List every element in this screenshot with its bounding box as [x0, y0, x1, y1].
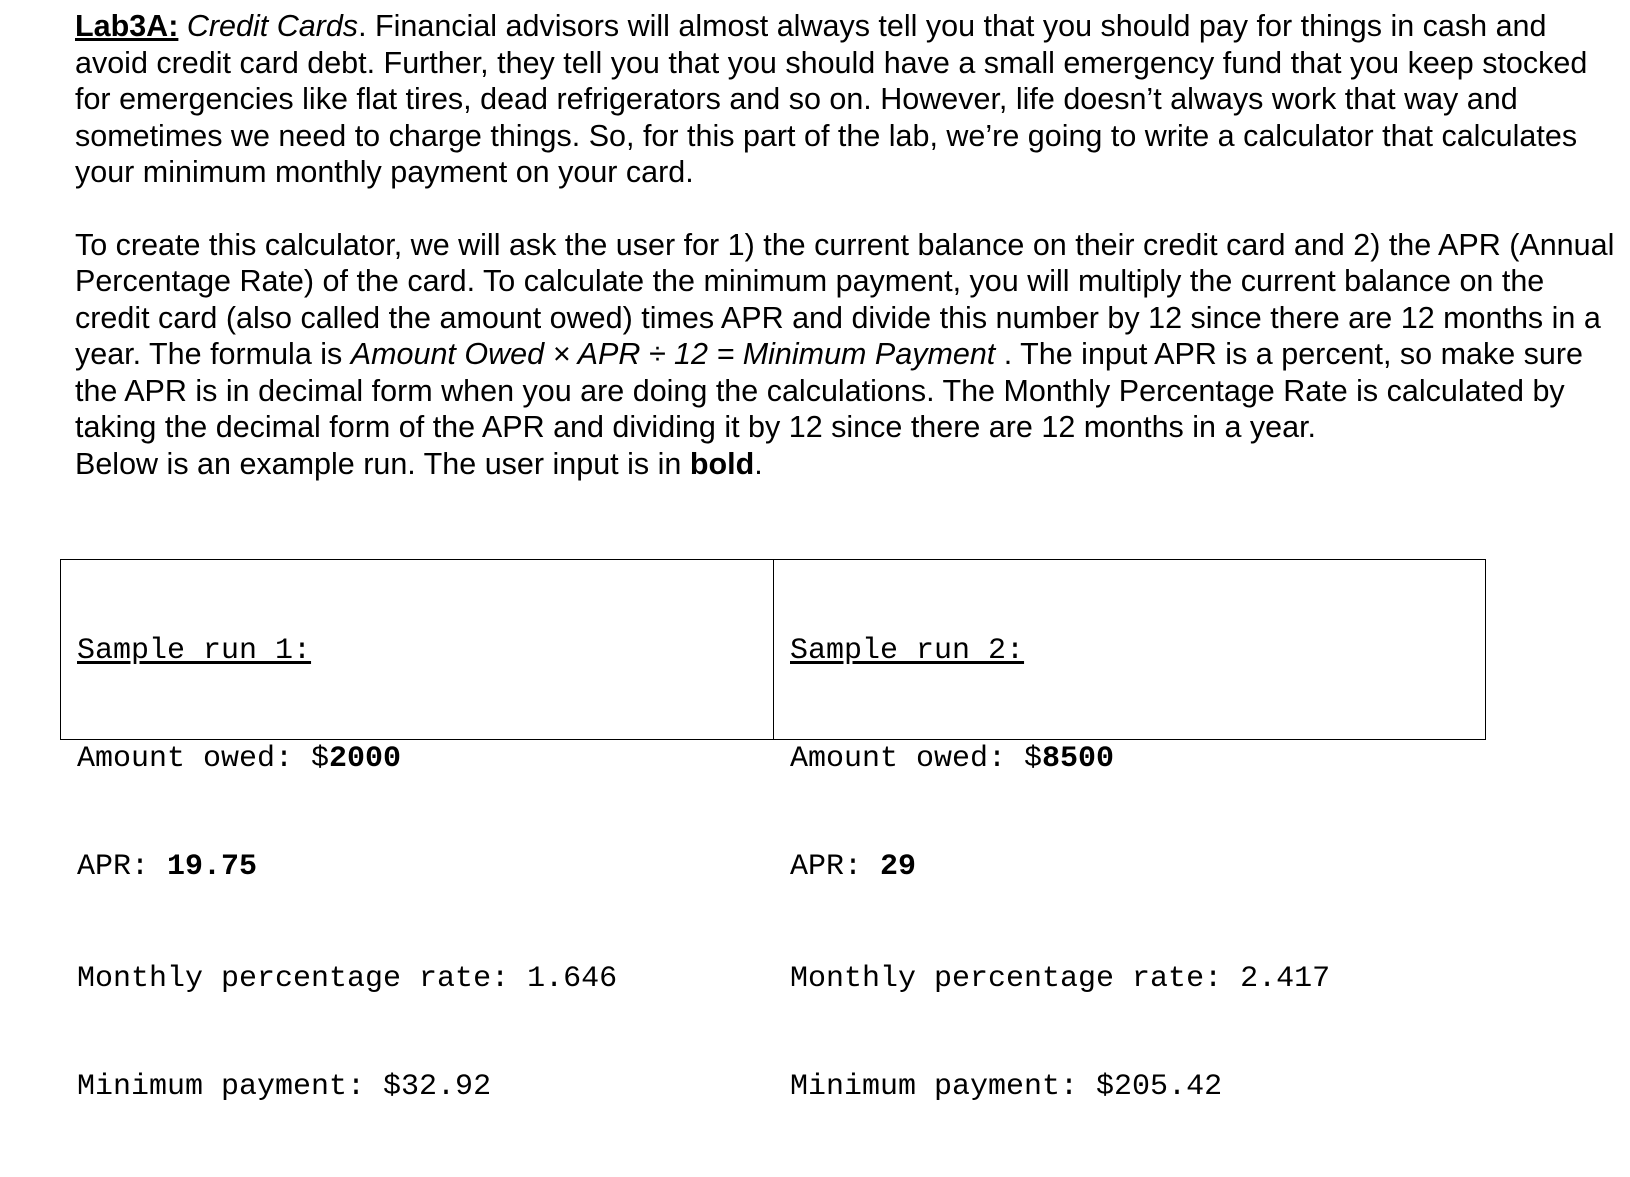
amount-owed-value: 2000 [329, 742, 402, 776]
lab-title: Lab3A: [75, 9, 179, 43]
example-note-bold: bold [689, 446, 755, 481]
apr-value: 19.75 [167, 850, 258, 884]
example-note-text: Below is an example run. The user input is in [75, 446, 690, 481]
intro-body: . Financial advisors will almost always tell you that you should pay for things in cash and avoid credit card debt. Further, they tell you that you should have a small emergency fund that you keep stocked for emergencies like flat tires, dead refrigerators and so on. However, life doesn’t always work that way and sometimes we need to charge things. So, for this part of the lab, we’re going to write a calculator that calculates your minimum monthly payment on your card. [75, 9, 1588, 189]
apr-line [790, 849, 1485, 889]
sample-run-1 [61, 560, 773, 1104]
paragraph-spacer [75, 191, 1620, 227]
amount-owed-label: Amount owed: $ [77, 742, 330, 776]
amount-owed-line [77, 741, 773, 777]
sample-run-2 [773, 560, 1485, 1104]
apr-line [77, 849, 773, 889]
sample-run-heading: Sample run 1: [77, 634, 312, 668]
example-note-end: . [754, 446, 763, 481]
amount-owed-value: 8500 [1042, 742, 1115, 776]
monthly-rate-line: Monthly percentage rate: 2.417 [790, 962, 1331, 996]
lab-instructions [75, 8, 1620, 482]
apr-label: APR: [77, 850, 168, 884]
calc-text-before: To create this calculator, we will ask the user for 1) the current balance on their credit card and 2) the APR (Annual Percentage Rate) of the card. To calculate the minimum payment, you will multiply the current balance on the credit card (also called the amount owed) times APR and divide this number by 12 since there are 12 months in a year. The formula is [75, 227, 1615, 371]
lab-subtitle: Credit Cards [186, 9, 359, 43]
minimum-payment-line: Minimum payment: $32.92 [77, 1070, 492, 1104]
amount-owed-line [790, 741, 1485, 777]
apr-value: 29 [880, 850, 917, 884]
apr-label: APR: [790, 850, 881, 884]
intro-paragraph [75, 8, 1620, 191]
example-note [75, 446, 1620, 483]
sample-runs-table [60, 559, 1486, 1104]
minimum-payment-line: Minimum payment: $205.42 [790, 1070, 1223, 1104]
calculator-paragraph [75, 227, 1620, 446]
calc-text-after: . The input APR is a percent, so make sure the APR is in decimal form when you are doing the calculations. The Monthly Percentage Rate is calculated by taking the decimal form of the APR and dividing it by 12 since there are 12 months in a year. [75, 337, 1583, 444]
monthly-rate-line: Monthly percentage rate: 1.646 [77, 962, 618, 996]
amount-owed-label: Amount owed: $ [790, 742, 1043, 776]
formula: Amount Owed × APR ÷ 12 = Minimum Payment [350, 337, 996, 371]
sample-run-heading: Sample run 2: [790, 634, 1025, 668]
